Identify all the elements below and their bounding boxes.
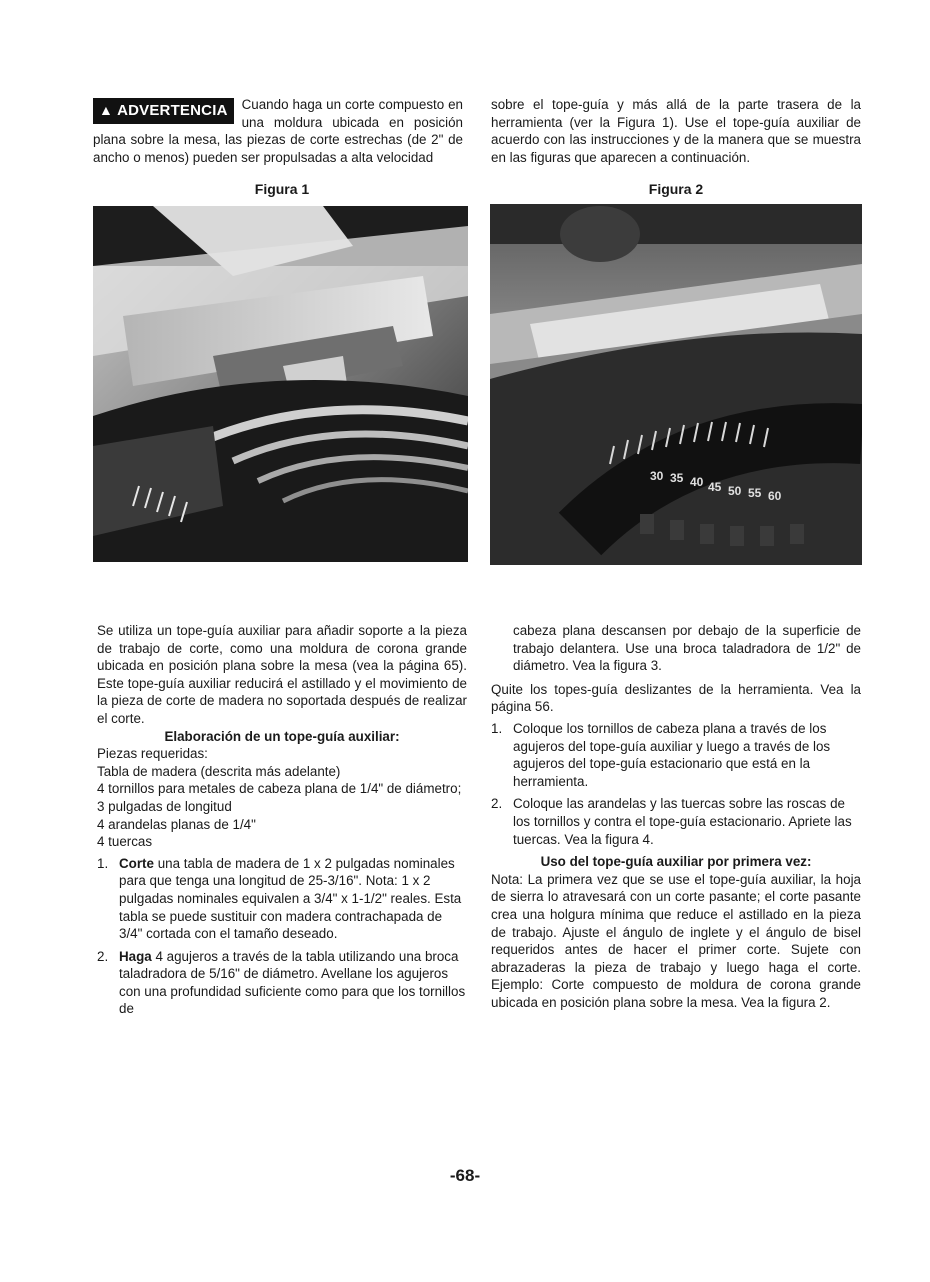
parts-list-item: 4 tuercas xyxy=(97,834,153,850)
figure-1-title: Figura 1 xyxy=(254,181,310,197)
parts-list-item: Piezas requeridas: xyxy=(97,746,208,762)
note-paragraph: Nota: La primera vez que se use el tope-guía auxiliar, la hoja de sierra lo atravesará con un corte pasante; el corte pasante crea una holgura mínima que reduce el astillado en la pieza de trabajo. Ajuste el ángulo de inglete y el ángulo de bisel requeridos antes de hacer el primer corte. Sujete con abrazaderas la pieza de trabajo y luego haga el corte. Ejemplo: Corte compuesto de moldura de corona grande ubicada en posición plana sobre la mesa. Vea la figura 2. xyxy=(491,871,861,1010)
figure-2-photo xyxy=(490,204,862,565)
parts-list-item: 4 arandelas planas de 1/4" xyxy=(97,816,256,832)
list-item xyxy=(97,855,467,943)
step-number: 1. xyxy=(97,855,109,871)
parts-list-item: Tabla de madera (descrita más adelante) xyxy=(97,763,341,779)
step-text: Coloque las arandelas y las tuercas sobre las roscas de los tornillos y contra el tope-guía estacionario. Apriete las tuercas. Vea la figura 4. xyxy=(513,796,852,847)
install-steps xyxy=(491,720,861,848)
scale-label: 35 xyxy=(670,471,684,485)
figure-2-title: Figura 2 xyxy=(648,181,704,197)
step-keyword: Corte xyxy=(119,855,154,871)
top-right-text: sobre el tope-guía y más allá de la parte trasera de la herramienta (ver la Figura 1). Use el tope-guía auxiliar de acuerdo con las instrucciones y de la manera que se muestra en las figuras que aparecen a continuación. xyxy=(491,97,861,165)
list-item xyxy=(491,720,861,790)
step-text: Coloque los tornillos de cabeza plana a través de los agujeros del tope-guía auxiliar y luego a través de los agujeros del tope-guía estacionario que está en la herramienta. xyxy=(513,720,831,789)
scale-label: 60 xyxy=(768,489,782,503)
scale-label: 50 xyxy=(728,484,742,498)
step-number: 1. xyxy=(491,720,503,736)
parts-list-item: 4 tornillos para metales de cabeza plana de 1/4" de diámetro; 3 pulgadas de longitud xyxy=(97,781,462,814)
scale-label: 40 xyxy=(690,475,704,489)
step-text: 4 agujeros a través de la tabla utilizando una broca taladradora de 5/16" de diámetro. Avellane los agujeros con una profundidad suficiente como para que los tornillos de xyxy=(119,948,466,1017)
scale-label: 55 xyxy=(748,486,762,500)
step-number: 2. xyxy=(491,796,503,812)
figure-1-photo xyxy=(93,206,468,562)
build-steps xyxy=(97,855,467,1018)
right-column xyxy=(491,622,861,1011)
parts-list xyxy=(97,745,467,851)
scale-label: 45 xyxy=(708,480,722,494)
page-number: -68- xyxy=(449,1166,481,1185)
scale-label: 30 xyxy=(650,469,664,483)
warning-triangle-icon: ▲ xyxy=(99,102,114,118)
warning-badge-label: ADVERTENCIA xyxy=(117,102,228,119)
left-column xyxy=(97,622,467,1023)
warning-text: Cuando haga un corte compuesto en una moldura ubicada en posición plana sobre la mesa, las piezas de corte estrechas (de 2" de ancho o menos) pueden ser propulsadas a alta velocidad xyxy=(93,97,463,165)
list-item xyxy=(491,795,861,848)
top-right-paragraph xyxy=(491,96,861,166)
step-number: 2. xyxy=(97,948,109,964)
step-text: una tabla de madera de 1 x 2 pulgadas nominales para que tenga una longitud de 25-3/16". Nota: 1 x 2 pulgadas nominales equivalen a 3/4" x 1-1/2" reales. Esta tabla se puede sustituir con madera contrachapada de 3/4" cortada con el tamaño deseado. xyxy=(119,855,462,942)
step-keyword: Haga xyxy=(119,948,152,964)
figure-2-miter-saw-image xyxy=(490,204,862,565)
warning-badge xyxy=(93,98,234,124)
intro-paragraph: Se utiliza un tope-guía auxiliar para añadir soporte a la pieza de trabajo de corte, como una moldura de corona grande ubicada en posición plana sobre la mesa (vea la página 65). Este tope-guía auxiliar reducirá el astillado y el movimiento de la pieza de corte de madera no soportada después de realizar el corte. xyxy=(97,623,467,726)
list-item xyxy=(97,948,467,1018)
remove-fences-paragraph: Quite los topes-guía deslizantes de la herramienta. Vea la página 56. xyxy=(491,681,861,715)
warning-block xyxy=(93,96,463,166)
section-heading-first-use: Uso del tope-guía auxiliar por primera vez: xyxy=(540,854,812,870)
section-heading-build: Elaboración de un tope-guía auxiliar: xyxy=(164,728,400,744)
continuation-paragraph: cabeza plana descansen por debajo de la superficie de trabajo delantera. Use una broca taladradora de 1/2" de diámetro. Vea la figura 3. xyxy=(513,623,861,674)
figure-1-miter-saw-image xyxy=(93,206,468,562)
